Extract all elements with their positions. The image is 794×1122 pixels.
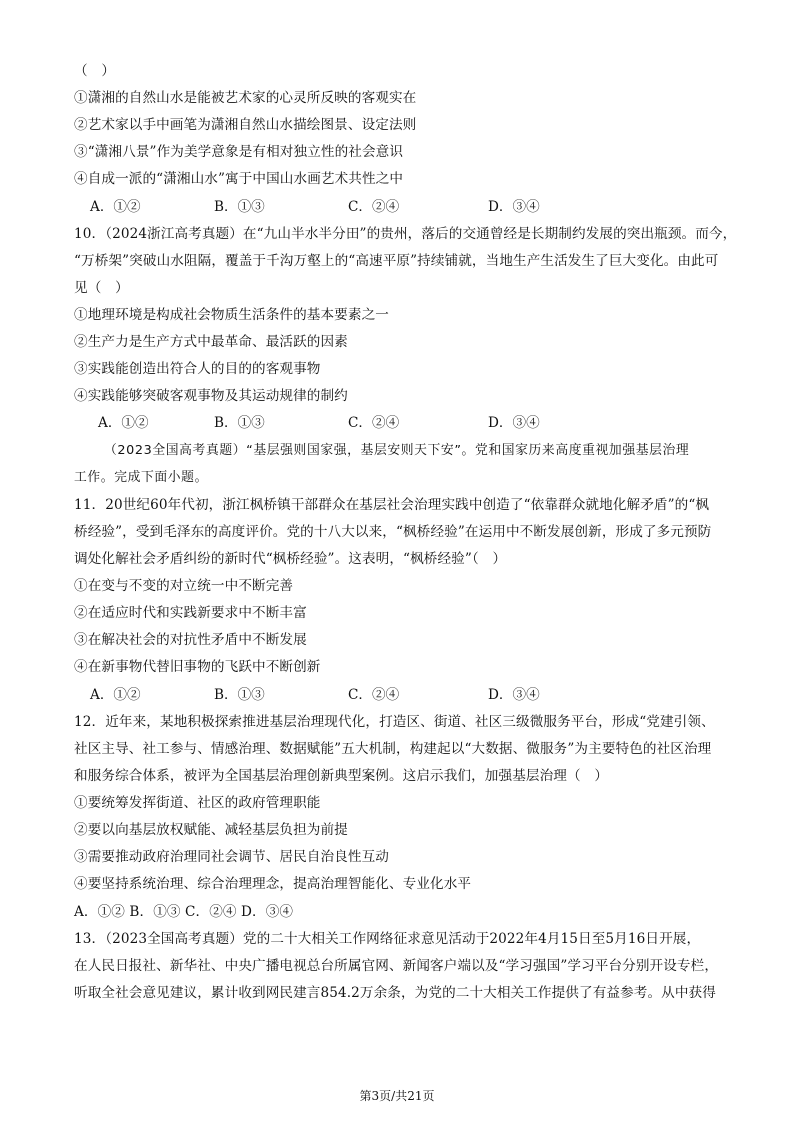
statement: ③在解决社会的对抗性矛盾中不断发展: [74, 632, 307, 648]
statement: ②要以向基层放权赋能、减轻基层负担为前提: [74, 822, 348, 838]
question-13-text: 在人民日报社、新华社、中央广播电视总台所属官网、新闻客户端以及“学习强国”学习平台分别开设专栏，: [74, 958, 719, 974]
statement: ①潇湘的自然山水是能被艺术家的心灵所反映的客观实在: [74, 90, 417, 106]
question-10-text: “万桥架”突破山水阻隔，覆盖于千沟万壑上的“高速平原”持续铺就，当地生产生活发生了巨大变化。由此可: [74, 253, 719, 269]
statement: ④实践能够突破客观事物及其运动规律的制约: [74, 388, 348, 404]
statement: ③实践能创造出符合人的目的的客观事物: [74, 361, 321, 377]
question-11-text: 调处化解社会矛盾纠纷的新时代“枫桥经验”。这表明，“枫桥经验”（ ）: [74, 551, 507, 567]
statement: ②艺术家以手中画笔为潇湘自然山水描绘图景、设定法则: [74, 117, 417, 133]
option-b[interactable]: B．①③: [214, 687, 265, 703]
option-c[interactable]: C．②④: [348, 415, 400, 431]
option-d[interactable]: D．③④: [488, 415, 540, 431]
choice-options-inline[interactable]: A．①② B．①③ C．②④ D．③④: [74, 904, 294, 920]
choice-options: [74, 414, 634, 432]
option-c[interactable]: C．②④: [348, 687, 400, 703]
option-a[interactable]: A．①②: [90, 687, 141, 703]
option-c[interactable]: C．②④: [348, 199, 400, 215]
choice-options: [74, 198, 634, 216]
statement: ③“潇湘八景”作为美学意象是有相对独立性的社会意识: [74, 144, 404, 160]
statement: ③需要推动政府治理同社会调节、居民自治良性互动: [74, 849, 389, 865]
question-12-text: 12．近年来，某地积极探索推进基层治理现代化，打造区、街道、社区三级微服务平台，形成“党建引领、: [74, 714, 715, 730]
option-b[interactable]: B．①③: [214, 199, 265, 215]
question-10-text: 见（ ）: [74, 280, 129, 296]
statement: ④在新事物代替旧事物的飞跃中不断创新: [74, 659, 321, 675]
statement: ④自成一派的“潇湘山水”寓于中国山水画艺术共性之中: [74, 171, 404, 187]
statement: ②生产力是生产方式中最革命、最活跃的因素: [74, 334, 348, 350]
statement: ①要统筹发挥街道、社区的政府管理职能: [74, 795, 321, 811]
material-intro: （2023全国高考真题）“基层强则国家强，基层安则天下安”。党和国家历来高度重视加强基层治理: [104, 443, 690, 458]
material-intro: 工作。完成下面小题。: [74, 470, 208, 485]
answer-blank: （ ）: [74, 63, 116, 79]
option-a[interactable]: A．①②: [98, 415, 149, 431]
page-number: 第3页/共21页: [359, 1089, 435, 1103]
question-12-text: 社区主导、社工参与、情感治理、数据赋能”五大机制，构建起以“大数据、微服务”为主要特色的社区治理: [74, 741, 712, 757]
question-13-text: 13．（2023全国高考真题）党的二十大相关工作网络征求意见活动于2022年4月15日至5月16日开展，: [74, 931, 701, 947]
statement: ②在适应时代和实践新要求中不断丰富: [74, 605, 307, 621]
question-10-text: 10．（2024浙江高考真题）在“九山半水半分田”的贵州，落后的交通曾经是长期制约发展的突出瓶颈。而今，: [74, 226, 737, 242]
question-13-text: 听取全社会意见建议，累计收到网民建言854.2万余条，为党的二十大相关工作提供了有益参考。从中获得: [74, 985, 716, 1001]
question-11-text: 桥经验”，受到毛泽东的高度评价。党的十八大以来，“枫桥经验”在运用中不断发展创新，形成了多元预防: [74, 524, 712, 540]
option-b[interactable]: B．①③: [214, 415, 265, 431]
option-a[interactable]: A．①②: [90, 199, 141, 215]
statement: ④要坚持系统治理、综合治理理念，提高治理智能化、专业化水平: [74, 876, 472, 892]
option-d[interactable]: D．③④: [488, 199, 540, 215]
question-11-text: 11．20世纪60年代初，浙江枫桥镇干部群众在基层社会治理实践中创造了“依靠群众就地化解矛盾”的“枫: [74, 497, 710, 513]
question-12-text: 和服务综合体系，被评为全国基层治理创新典型案例。这启示我们，加强基层治理（ ）: [74, 768, 609, 784]
option-d[interactable]: D．③④: [488, 687, 540, 703]
statement: ①在变与不变的对立统一中不断完善: [74, 578, 294, 594]
statement: ①地理环境是构成社会物质生活条件的基本要素之一: [74, 307, 389, 323]
choice-options: [74, 686, 634, 704]
